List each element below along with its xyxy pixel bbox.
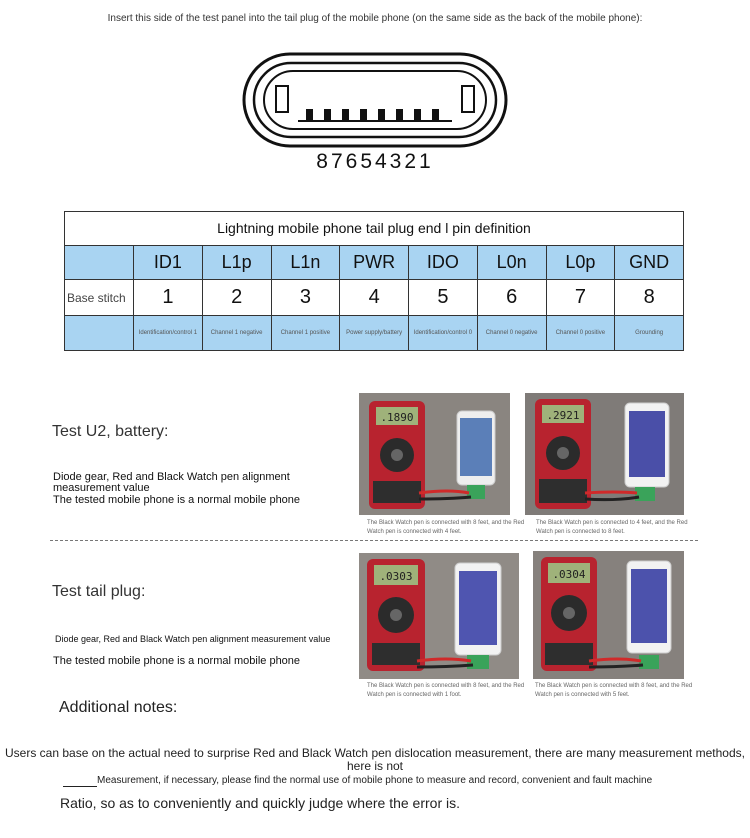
multimeter-photo [533,551,684,679]
description-cell: Channel 1 negative [202,316,271,351]
table-blank-cell [65,316,134,351]
meter-reading: .0304 [552,568,586,581]
lightning-connector-drawing [242,52,508,148]
pin-definition-table [64,211,684,351]
header-cell: L1p [202,246,271,280]
pin-number-cell: 5 [409,280,478,316]
notes-line3: Ratio, so as to conveniently and quickly judge where the error is. [60,795,460,811]
header-cell: ID1 [134,246,203,280]
description-cell: Channel 1 positive [271,316,340,351]
header-cell: PWR [340,246,409,280]
pin-number-cell: 7 [546,280,615,316]
header-cell: L1n [271,246,340,280]
meter-reading: .0303 [379,570,413,583]
multimeter-photo [525,393,684,515]
description-cell: Channel 0 negative [477,316,546,351]
section2-line2: The tested mobile phone is a normal mobile phone [53,655,301,667]
description-cell: Power supply/battery [340,316,409,351]
section2-line1: Diode gear, Red and Black Watch pen alignment measurement value [55,634,331,644]
table-title: Lightning mobile phone tail plug end l pin definition [65,212,684,246]
description-cell: Grounding [615,316,684,351]
section-divider [50,540,698,541]
pin-number-cell: 4 [340,280,409,316]
photo-caption: The Black Watch pen is connected to 4 feet, and the Red Watch pen is connected to 8 feet. [536,520,688,535]
pin-number-cell: 8 [615,280,684,316]
meter-reading: .1890 [380,411,414,424]
description-cell: Channel 0 positive [546,316,615,351]
section-title-tail-plug: Test tail plug: [52,583,146,600]
section-title-u2: Test U2, battery: [52,423,169,440]
header-cell: L0n [477,246,546,280]
pin-number-cell: 3 [271,280,340,316]
intro-text: Insert this side of the test panel into the tail plug of the mobile phone (on the same side as the back of the mobile phone): [107,13,643,24]
header-cell: L0p [546,246,615,280]
header-cell: IDO [409,246,478,280]
notes-title: Additional notes: [59,699,178,716]
multimeter-photo [359,393,510,515]
pin-number-cell: 6 [477,280,546,316]
pin-number-cell: 1 [134,280,203,316]
section1-line2: The tested mobile phone is a normal mobile phone [53,494,301,506]
underline-mark [63,786,97,787]
header-cell: GND [615,246,684,280]
description-cell: Identification/control 0 [409,316,478,351]
description-cell: Identification/control 1 [134,316,203,351]
pin-number-cell: 2 [202,280,271,316]
section1-line1: Diode gear, Red and Black Watch pen alignment measurement value [53,471,290,494]
notes-line1: Users can base on the actual need to surprise Red and Black Watch pen dislocation measurement, there are many measurement methods, here is not [5,746,745,773]
table-corner-cell [65,246,134,280]
meter-reading: .2921 [546,409,580,422]
photo-caption: The Black Watch pen is connected with 8 feet, and the Red Watch pen is connected with 4 feet. [367,520,525,535]
photo-caption: The Black Watch pen is connected with 8 feet, and the Red Watch pen is connected with 1 foot. [367,683,525,698]
pin-number-label: 87654321 [316,150,434,173]
multimeter-photo [359,553,519,679]
photo-caption: The Black Watch pen is connected with 8 feet, and the Red Watch pen is connected with 5 feet. [535,683,693,698]
notes-line2: Measurement, if necessary, please find the normal use of mobile phone to measure and record, convenient and fault machine [97,775,653,786]
row-label: Base stitch [65,280,134,316]
